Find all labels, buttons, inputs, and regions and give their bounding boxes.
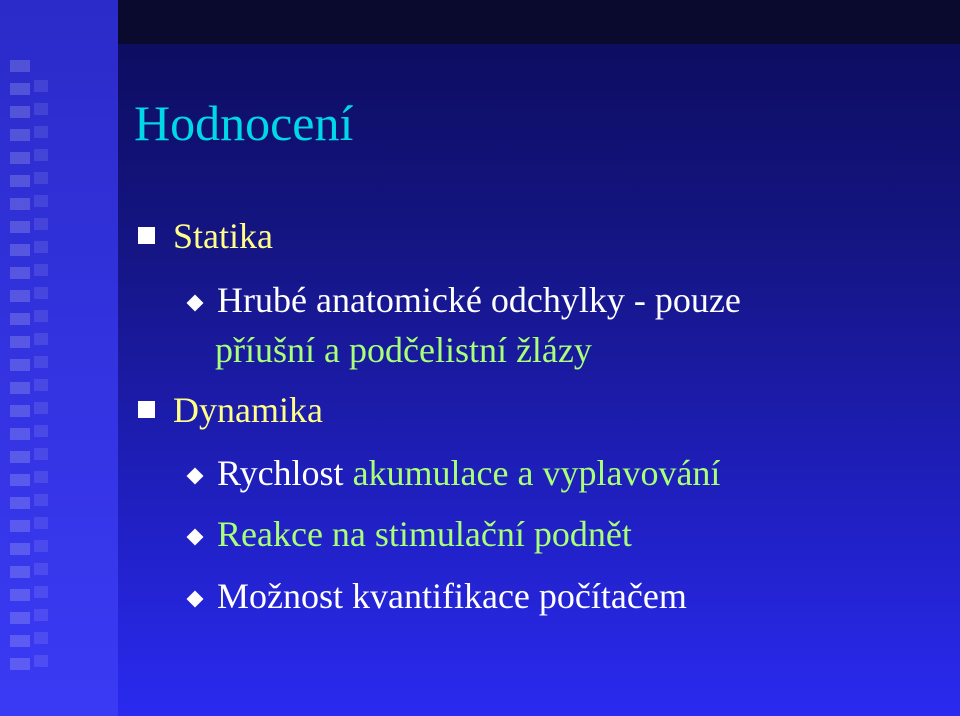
subitem-hrube-continuation: příušní a podčelistní žlázy (215, 330, 592, 370)
subitem-text-white: Možnost kvantifikace počítačem (217, 576, 687, 616)
section-label: Dynamika (173, 390, 323, 430)
square-bullet-icon (138, 227, 155, 244)
diamond-bullet-icon (187, 468, 204, 485)
subitem-rychlost (186, 455, 720, 491)
square-bullet-icon (138, 401, 155, 418)
decor-squares (10, 60, 30, 680)
bullet-statika (138, 218, 273, 254)
subitem-moznost (186, 578, 687, 614)
diamond-bullet-icon (187, 295, 204, 312)
diamond-bullet-icon (187, 529, 204, 546)
bullet-dynamika (138, 392, 323, 428)
top-decor-band (118, 0, 960, 44)
decor-squares-secondary (34, 80, 48, 670)
section-label: Statika (173, 216, 273, 256)
subitem-text: Hrubé anatomické odchylky - pouze (217, 280, 741, 320)
subitem-text-white: Rychlost (217, 453, 353, 493)
left-decor-band (0, 0, 118, 716)
subitem-text-green: akumulace a vyplavování (352, 453, 721, 493)
diamond-bullet-icon (187, 591, 204, 608)
subitem-hrube (186, 282, 741, 318)
slide-title: Hodnocení (134, 95, 354, 151)
subitem-reakce (186, 516, 632, 552)
subitem-text-green: Reakce na stimulační podnět (217, 514, 632, 554)
